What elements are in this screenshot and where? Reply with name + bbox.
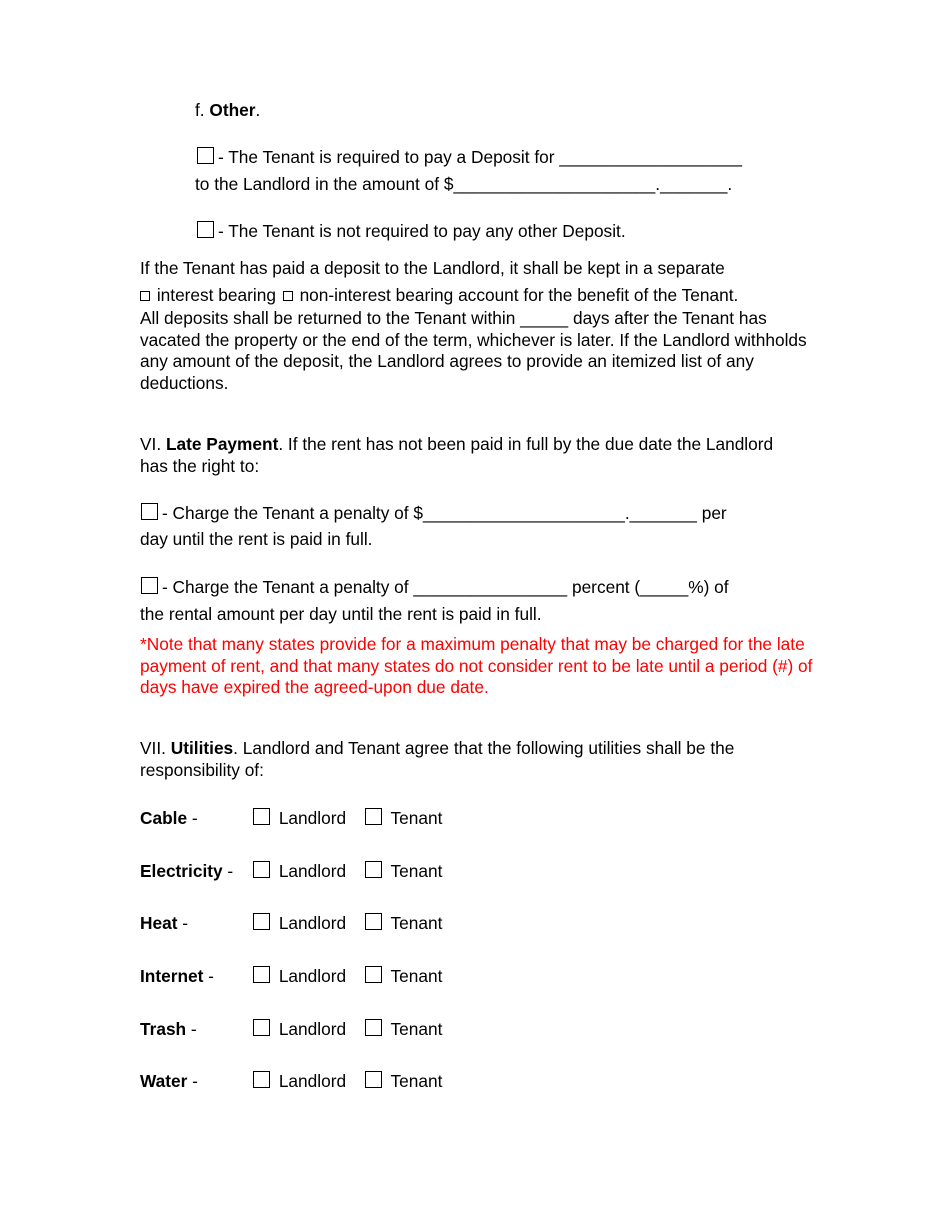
utility-row-trash	[140, 1019, 540, 1041]
deposit-required-checkbox[interactable]	[197, 147, 214, 164]
utility-name: Heat	[140, 913, 178, 933]
utilities-intro-text: . Landlord and Tenant agree that the following utilities shall be the responsibility of:	[140, 738, 735, 780]
utility-name: Electricity	[140, 861, 223, 881]
late-payment-heading: Late Payment	[165, 434, 279, 454]
utility-name: Trash	[140, 1019, 187, 1039]
water-tenant-checkbox[interactable]	[365, 1071, 382, 1088]
landlord-label: Landlord	[278, 1019, 347, 1039]
utility-row-cable	[140, 808, 540, 830]
late-payment-note: *Note that many states provide for a maximum penalty that may be charged for the late payment of rent, and that many states do not consider rent to be late until a period (#) of days have expired the agreed-upon due date.	[140, 634, 813, 697]
deposit-account-options	[140, 285, 738, 306]
late-fixed-checkbox[interactable]	[141, 503, 158, 520]
trash-landlord-checkbox[interactable]	[253, 1019, 270, 1036]
utility-tenant-option	[365, 1019, 442, 1040]
late-payment-intro	[140, 434, 780, 477]
utility-row-heat	[140, 913, 540, 935]
utility-tenant-option	[365, 1071, 442, 1092]
late-fixed-text-line2: day until the rent is paid in full.	[140, 529, 373, 549]
tenant-label: Tenant	[390, 861, 443, 881]
landlord-label: Landlord	[278, 1071, 347, 1091]
landlord-label: Landlord	[278, 913, 347, 933]
utility-tenant-option	[365, 861, 442, 882]
utility-tenant-option	[365, 966, 442, 987]
late-percent-checkbox[interactable]	[141, 577, 158, 594]
heat-landlord-checkbox[interactable]	[253, 913, 270, 930]
deposit-required-text-line2: to the Landlord in the amount of $_____________________._______.	[195, 174, 733, 194]
landlord-label: Landlord	[278, 808, 347, 828]
utility-landlord-option	[253, 861, 346, 882]
tenant-label: Tenant	[390, 913, 443, 933]
late-fixed-text-line1: - Charge the Tenant a penalty of $_____________________._______ per	[162, 503, 727, 523]
utility-dash: -	[203, 966, 214, 986]
utility-name: Water	[140, 1071, 188, 1091]
utility-tenant-option	[365, 913, 442, 934]
utility-dash: -	[177, 913, 189, 933]
tenant-label: Tenant	[390, 1071, 443, 1091]
tenant-label: Tenant	[390, 966, 443, 986]
cable-landlord-checkbox[interactable]	[253, 808, 270, 825]
deposit-paragraph-rest: All deposits shall be returned to the Tenant within _____ days after the Tenant has vacated the property or the end of the term, whichever is later. If the Landlord withholds any amount of the deposit, the Landlord agrees to provide an itemized list of any deductions.	[140, 308, 807, 393]
tenant-label: Tenant	[390, 1019, 443, 1039]
utility-dash: -	[186, 1019, 197, 1039]
utility-landlord-option	[253, 1019, 346, 1040]
utility-dash: -	[187, 1071, 198, 1091]
electricity-tenant-checkbox[interactable]	[365, 861, 382, 878]
no-deposit-text: - The Tenant is not required to pay any other Deposit.	[218, 221, 626, 241]
landlord-label: Landlord	[278, 861, 347, 881]
utility-dash: -	[222, 861, 234, 881]
utility-landlord-option	[253, 1071, 346, 1092]
utility-row-internet	[140, 966, 540, 988]
utility-row-electricity	[140, 861, 540, 883]
interest-bearing-label: interest bearing	[156, 285, 276, 305]
utility-name: Internet	[140, 966, 204, 986]
heat-tenant-checkbox[interactable]	[365, 913, 382, 930]
tenant-label: Tenant	[390, 808, 443, 828]
late-payment-numeral: VI.	[140, 434, 162, 454]
no-deposit-checkbox[interactable]	[197, 221, 214, 238]
late-option-percent	[141, 577, 729, 598]
interest-bearing-checkbox[interactable]	[140, 291, 150, 301]
utilities-intro	[140, 738, 800, 781]
cable-tenant-checkbox[interactable]	[365, 808, 382, 825]
other-option-deposit-required	[197, 147, 742, 168]
trash-tenant-checkbox[interactable]	[365, 1019, 382, 1036]
other-heading	[195, 100, 260, 121]
late-option-fixed	[141, 503, 727, 524]
deposit-paragraph-text1: If the Tenant has paid a deposit to the Landlord, it shall be kept in a separate	[140, 258, 725, 278]
late-percent-text-line1: - Charge the Tenant a penalty of ________________ percent (_____%) of	[162, 577, 729, 597]
other-label: Other	[209, 100, 256, 120]
non-interest-bearing-label: non-interest bearing account for the benefit of the Tenant.	[299, 285, 739, 305]
other-prefix: f.	[195, 100, 205, 120]
late-percent-line2	[140, 604, 542, 625]
utilities-numeral: VII.	[140, 738, 166, 758]
other-option-no-deposit	[197, 221, 626, 242]
utility-landlord-option	[253, 966, 346, 987]
utility-tenant-option	[365, 808, 442, 829]
non-interest-bearing-checkbox[interactable]	[283, 291, 293, 301]
utility-dash: -	[187, 808, 198, 828]
utilities-heading: Utilities	[170, 738, 234, 758]
water-landlord-checkbox[interactable]	[253, 1071, 270, 1088]
electricity-landlord-checkbox[interactable]	[253, 861, 270, 878]
landlord-label: Landlord	[278, 966, 347, 986]
late-payment-intro-text: . If the rent has not been paid in full by the due date the Landlord has the right to:	[140, 434, 774, 476]
utility-row-water	[140, 1071, 540, 1093]
deposit-paragraph-line1	[140, 258, 725, 279]
late-fixed-line2	[140, 529, 372, 550]
internet-landlord-checkbox[interactable]	[253, 966, 270, 983]
late-percent-text-line2: the rental amount per day until the rent is paid in full.	[140, 604, 542, 624]
utility-name: Cable	[140, 808, 188, 828]
deposit-required-text-line1: - The Tenant is required to pay a Deposit for ___________________	[218, 147, 742, 167]
utility-landlord-option	[253, 913, 346, 934]
other-suffix: .	[255, 100, 261, 120]
deposit-required-line2	[195, 174, 732, 195]
internet-tenant-checkbox[interactable]	[365, 966, 382, 983]
utility-landlord-option	[253, 808, 346, 829]
